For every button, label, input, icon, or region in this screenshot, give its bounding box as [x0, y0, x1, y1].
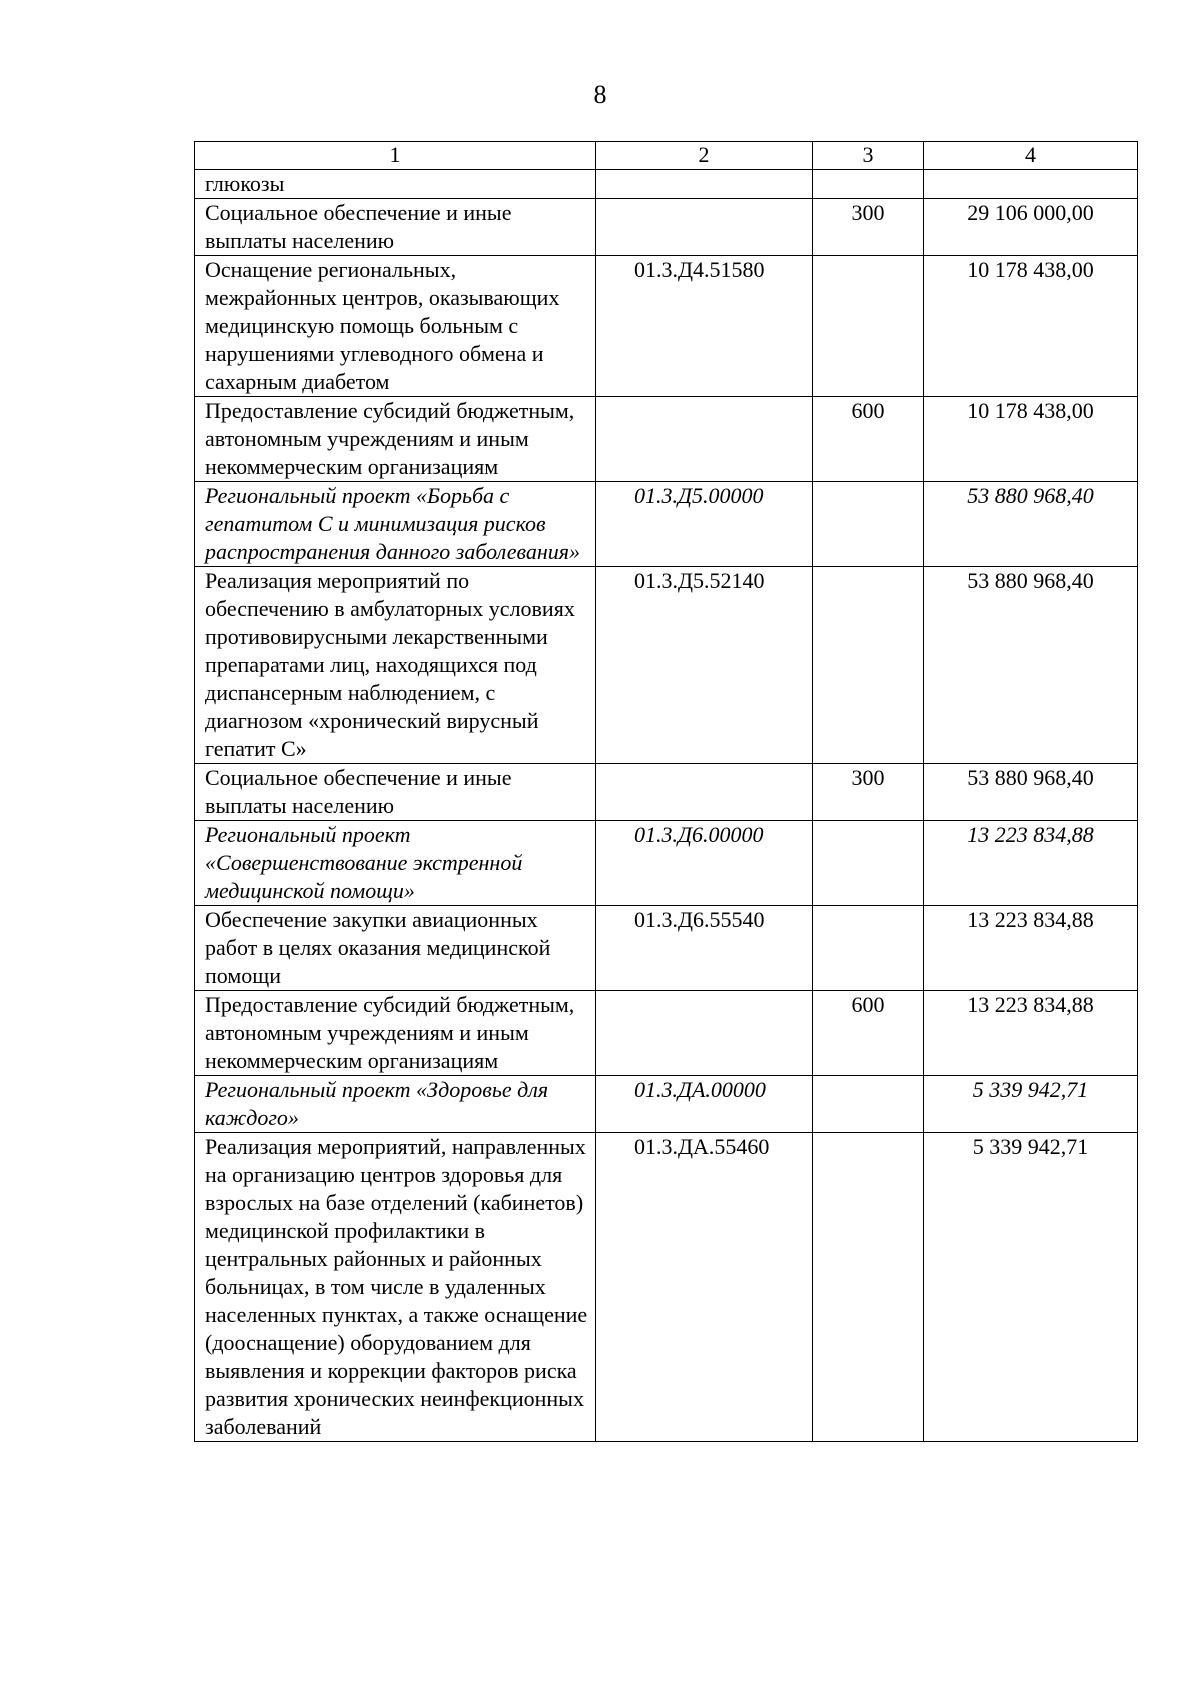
row-code-cell [596, 397, 813, 482]
row-code-cell: 01.3.Д5.00000 [596, 482, 813, 567]
table-row [195, 1076, 1138, 1133]
header-cell-1: 1 [195, 142, 596, 170]
row-name-cell: Социальное обеспечение и иные выплаты населению [195, 199, 596, 256]
table-row [195, 764, 1138, 821]
table-row [195, 1133, 1138, 1442]
row-amount-cell: 5 339 942,71 [924, 1133, 1138, 1442]
row-code-cell [596, 199, 813, 256]
row-name-cell: Предоставление субсидий бюджетным, автономным учреждениям и иным некоммерческим организациям [195, 991, 596, 1076]
row-name-cell: Предоставление субсидий бюджетным, автономным учреждениям и иным некоммерческим организациям [195, 397, 596, 482]
row-amount-cell: 53 880 968,40 [924, 567, 1138, 764]
row-amount-cell: 10 178 438,00 [924, 256, 1138, 397]
row-name-cell: Обеспечение закупки авиационных работ в целях оказания медицинской помощи [195, 906, 596, 991]
row-amount-cell: 53 880 968,40 [924, 482, 1138, 567]
table-row [195, 567, 1138, 764]
budget-table-body [195, 142, 1138, 1442]
row-category-cell [813, 170, 924, 199]
row-name-cell: Региональный проект «Борьба с гепатитом С и минимизация рисков распространения данного заболевания» [195, 482, 596, 567]
row-name-cell: Региональный проект «Здоровье для каждого» [195, 1076, 596, 1133]
table-header-row [195, 142, 1138, 170]
row-name-cell: Оснащение региональных, межрайонных центров, оказывающих медицинскую помощь больным с нарушениями углеводного обмена и сахарным диабетом [195, 256, 596, 397]
table-row [195, 199, 1138, 256]
row-amount-cell: 13 223 834,88 [924, 991, 1138, 1076]
row-category-cell: 300 [813, 764, 924, 821]
row-category-cell [813, 256, 924, 397]
table-row [195, 170, 1138, 199]
page-number: 8 [593, 80, 607, 109]
table-row [195, 906, 1138, 991]
row-name-cell: Реализация мероприятий, направленных на организацию центров здоровья для взрослых на базе отделений (кабинетов) медицинской профилактики в центральных районных и районных больницах, в том числе в удаленных населенных пунктах, а также оснащение (дооснащение) оборудованием для выявления и коррекции факторов риска развития хронических неинфекционных заболеваний [195, 1133, 596, 1442]
row-amount-cell: 13 223 834,88 [924, 821, 1138, 906]
row-amount-cell [924, 170, 1138, 199]
header-cell-4: 4 [924, 142, 1138, 170]
row-category-cell: 600 [813, 397, 924, 482]
budget-table [194, 141, 1138, 1442]
row-amount-cell: 5 339 942,71 [924, 1076, 1138, 1133]
row-category-cell [813, 482, 924, 567]
row-category-cell [813, 821, 924, 906]
row-name-cell: Региональный проект «Совершенствование экстренной медицинской помощи» [195, 821, 596, 906]
row-category-cell [813, 567, 924, 764]
row-category-cell: 600 [813, 991, 924, 1076]
row-category-cell [813, 1076, 924, 1133]
row-code-cell [596, 991, 813, 1076]
table-row [195, 256, 1138, 397]
row-amount-cell: 10 178 438,00 [924, 397, 1138, 482]
row-category-cell [813, 1133, 924, 1442]
row-name-cell: Реализация мероприятий по обеспечению в амбулаторных условиях противовирусными лекарственными препаратами лиц, находящихся под диспансерным наблюдением, с диагнозом «хронический вирусный гепатит С» [195, 567, 596, 764]
row-category-cell [813, 906, 924, 991]
table-row [195, 991, 1138, 1076]
row-name-cell: глюкозы [195, 170, 596, 199]
row-code-cell [596, 764, 813, 821]
row-code-cell: 01.3.Д4.51580 [596, 256, 813, 397]
row-name-cell: Социальное обеспечение и иные выплаты населению [195, 764, 596, 821]
row-amount-cell: 53 880 968,40 [924, 764, 1138, 821]
row-amount-cell: 13 223 834,88 [924, 906, 1138, 991]
header-cell-3: 3 [813, 142, 924, 170]
row-category-cell: 300 [813, 199, 924, 256]
table-row [195, 821, 1138, 906]
table-row [195, 482, 1138, 567]
row-amount-cell: 29 106 000,00 [924, 199, 1138, 256]
row-code-cell: 01.3.Д5.52140 [596, 567, 813, 764]
row-code-cell [596, 170, 813, 199]
row-code-cell: 01.3.Д6.55540 [596, 906, 813, 991]
row-code-cell: 01.3.ДА.00000 [596, 1076, 813, 1133]
table-row [195, 397, 1138, 482]
row-code-cell: 01.3.ДА.55460 [596, 1133, 813, 1442]
row-code-cell: 01.3.Д6.00000 [596, 821, 813, 906]
header-cell-2: 2 [596, 142, 813, 170]
